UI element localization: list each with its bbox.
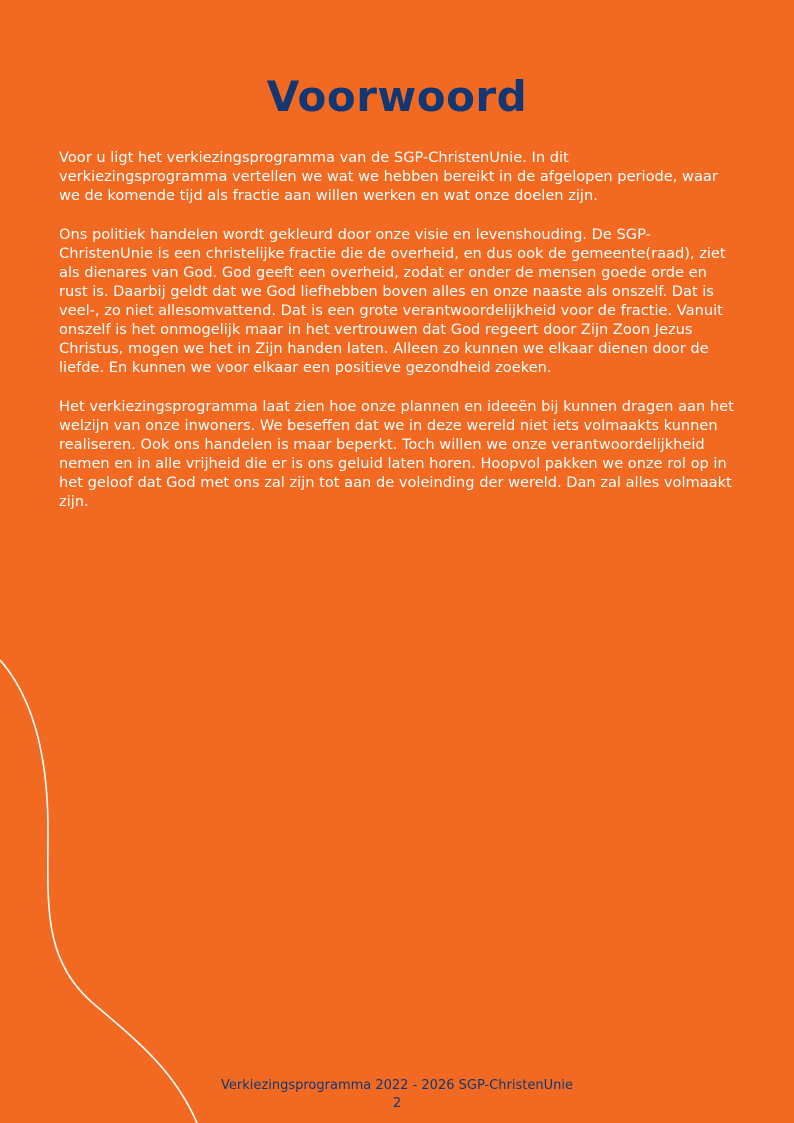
paragraph-intro: Voor u ligt het verkiezingsprogramma van de SGP-ChristenUnie. In dit verkiezingsprogramma vertellen we wat we hebben bereikt in de afgelopen periode, waar we de komende tijd als fractie aan willen werken en wat onze doelen zijn. [59,149,718,204]
page-number: 2 [392,1096,402,1111]
paragraph-vision: Ons politiek handelen wordt gekleurd door onze visie en levenshouding. De SGP-ChristenUnie is een christelijke fractie die de overheid, en dus ook de gemeente(raad), ziet als dienares van God. God geeft een overheid, zodat er onder de mensen goede orde en rust is. Daarbij geldt dat we God liefhebben boven alles en onze naaste als onszelf. Dat is veel-, zo niet allesomvattend. Dat is een grote verantwoordelijkheid voor de fractie. Vanuit onszelf is het onmogelijk maar in het vertrouwen dat God regeert door Zijn Zoon Jezus Christus, mogen we het in Zijn handen laten. Alleen zo kunnen we elkaar dienen door de liefde. En kunnen we voor elkaar een positieve gezondheid zoeken. [59,226,726,376]
preface-body [59,148,739,531]
paragraph-program: Het verkiezingsprogramma laat zien hoe onze plannen en ideeën bij kunnen dragen aan het welzijn van onze inwoners. We beseffen dat we in deze wereld niet iets volmaakts kunnen realiseren. Ook ons handelen is maar beperkt. Toch willen we onze verantwoordelijkheid nemen en in alle vrijheid die er is ons geluid laten horen. Hoopvol pakken we onze rol op in het geloof dat God met ons zal zijn tot aan de voleinding der wereld. Dan zal alles volmaakt zijn. [59,398,734,510]
page-footer [0,1077,794,1113]
footer-title: Verkiezingsprogramma 2022 - 2026 SGP-ChristenUnie [221,1078,573,1093]
decorative-curve-line [0,660,197,1123]
page-title: Voorwoord [266,72,528,121]
